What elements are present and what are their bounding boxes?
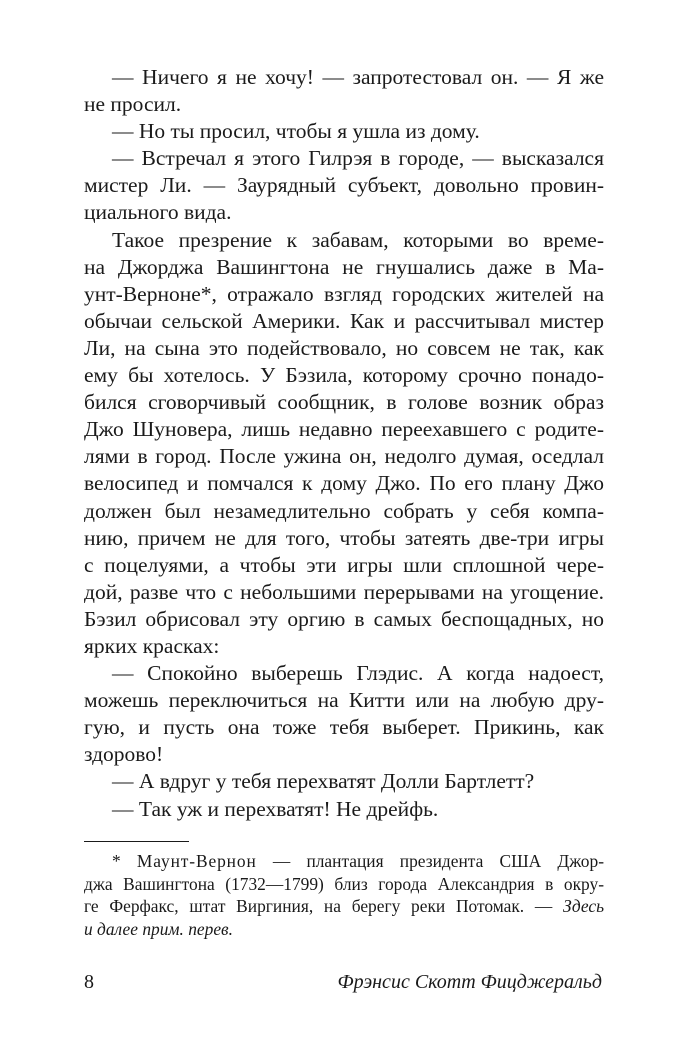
page-number: 8	[84, 971, 94, 993]
text-line: лями в город. После ужина он, недолго думая, оседлал	[84, 444, 604, 469]
footnote-line-3-text: ге Ферфакс, штат Виргиния, на берегу реки Потомак. —	[84, 896, 564, 917]
text-line: ему бы хотелось. У Бэзила, которому срочно понадо-	[84, 363, 604, 388]
footnote-line-3-italic: Здесь	[563, 896, 604, 917]
text-line: с поцелуями, а чтобы эти игры шли сплошной чере-	[84, 552, 604, 577]
footnote-divider	[84, 841, 189, 842]
text-line: Ли, на сына это подействовало, но совсем не так, как	[84, 335, 604, 360]
text-line: унт-Верноне*, отражало взгляд городских жителей на	[84, 281, 604, 306]
text-line: Джо Шуновера, лишь недавно переехавшего с родите-	[84, 417, 604, 442]
text-line: гую, и пусть она тоже тебя выберет. Прикинь, как	[84, 715, 604, 740]
text-line: — Встречал я этого Гилрэя в городе, — высказался	[112, 146, 604, 171]
text-line: должен был незамедлительно собрать у себя компа-	[84, 498, 604, 523]
footnote-line-2: джа Вашингтона (1732—1799) близ города Александрия в окру-	[84, 873, 604, 894]
footnote-line-3	[84, 895, 604, 918]
text-line: нию, причем не для того, чтобы затеять две-три игры	[84, 525, 604, 550]
text-line: дой, разве что с небольшими перерывами на угощение.	[84, 579, 604, 604]
text-line: не просил.	[84, 92, 182, 117]
text-line: мистер Ли. — Заурядный субъект, довольно провин-	[84, 173, 604, 198]
body-text	[84, 64, 604, 823]
text-line: здорово!	[84, 742, 164, 767]
footnote-marker: *	[112, 851, 137, 871]
footnote-line-1-rest: — плантация президента США Джор-	[256, 851, 604, 871]
text-line: — Но ты просил, чтобы я ушла из дому.	[112, 119, 480, 144]
text-line: можешь переключиться на Китти или на любую дру-	[84, 688, 604, 713]
footnote	[84, 850, 604, 940]
text-line: на Джорджа Вашингтона не гнушались даже в Ма-	[84, 254, 604, 279]
text-line: циального вида.	[84, 200, 232, 225]
running-footer-author: Фрэнсис Скотт Фицджеральд	[337, 971, 602, 993]
text-line: — Так уж и перехватят! Не дрейфь.	[112, 796, 439, 821]
text-line: — А вдруг у тебя перехватят Долли Бартлетт?	[112, 769, 535, 794]
footnote-line-1	[84, 850, 604, 873]
text-line: ярких красках:	[84, 633, 220, 658]
text-line: Такое презрение к забавам, которыми во време-	[112, 227, 604, 252]
text-line: — Ничего я не хочу! — запротестовал он. — Я же	[112, 65, 604, 89]
text-line: Бэзил обрисовал эту оргию в самых беспощадных, но	[84, 606, 604, 631]
text-line: велосипед и помчался к дому Джо. По его плану Джо	[84, 471, 604, 496]
text-line: обычаи сельской Америки. Как и рассчитывал мистер	[84, 308, 604, 333]
footnote-line-4: и далее прим. перев.	[84, 918, 233, 939]
text-line: — Спокойно выберешь Глэдис. А когда надоест,	[112, 661, 604, 686]
text-line: бился сговорчивый сообщник, в голове возник образ	[84, 390, 604, 415]
footnote-term: Маунт-Вернон	[136, 851, 257, 871]
